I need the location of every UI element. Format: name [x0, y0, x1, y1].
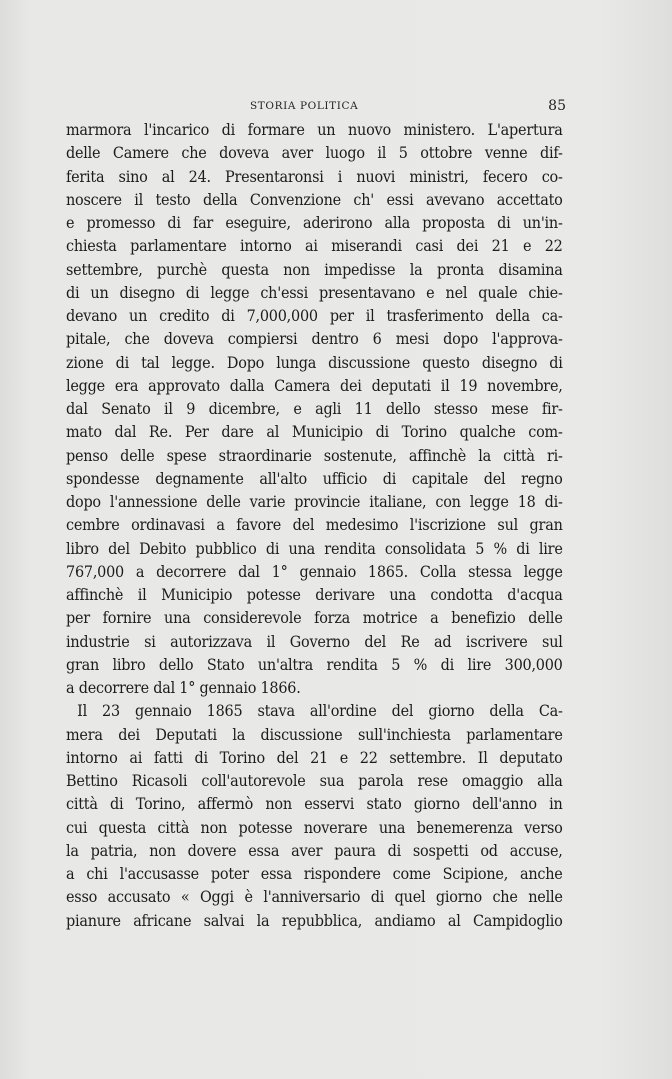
text-line: industrie si autorizzava il Governo del Re ad iscrivere sul — [66, 632, 563, 651]
text-line: penso delle spese straordinarie sostenute, affinchè la città ri- — [66, 446, 563, 465]
running-title: STORIA POLITICA — [250, 100, 359, 112]
text-line: zione di tal legge. Dopo lunga discussione questo disegno di — [66, 353, 563, 372]
text-line: delle Camere che doveva aver luogo il 5 ottobre venne dif- — [66, 144, 563, 163]
text-line: Bettino Ricasoli coll'autorevole sua parola rese omaggio alla — [66, 772, 563, 790]
text-line: la patria, non dovere essa aver paura di sospetti od accuse, — [66, 841, 563, 860]
text-line: pitale, che doveva compiersi dentro 6 mesi dopo l'approva- — [66, 330, 563, 349]
text-line: dopo l'annessione delle varie provincie italiane, con legge 18 di- — [66, 493, 563, 511]
text-line: pianure africane salvai la repubblica, andiamo al Campidoglio — [66, 911, 563, 930]
text-line: devano un credito di 7,000,000 per il trasferimento della ca- — [66, 307, 563, 325]
text-line: esso accusato « Oggi è l'anniversario di quel giorno che nelle — [66, 888, 563, 907]
text-line: a chi l'accusasse poter essa rispondere come Scipione, anche — [66, 865, 563, 883]
body-text — [66, 119, 563, 933]
text-line: Il 23 gennaio 1865 stava all'ordine del giorno della Ca- — [77, 702, 563, 721]
text-line: dal Senato il 9 dicembre, e agli 11 dello stesso mese fir- — [66, 400, 563, 418]
text-line: mera dei Deputati la discussione sull'inchiesta parlamentare — [66, 725, 563, 744]
text-line: città di Torino, affermò non esservi stato giorno dell'anno in — [66, 795, 563, 814]
page-number: 85 — [548, 98, 566, 114]
text-line: per fornire una considerevole forza motrice a benefizio delle — [66, 609, 563, 628]
text-line: spondesse degnamente all'alto ufficio di capitale del regno — [66, 469, 563, 488]
text-line: chiesta parlamentare intorno ai miserandi casi dei 21 e 22 — [66, 237, 563, 256]
text-line: cembre ordinavasi a favore del medesimo l'iscrizione sul gran — [66, 516, 563, 535]
text-line: settembre, purchè questa non impedisse la pronta disamina — [66, 260, 563, 279]
text-line: legge era approvato dalla Camera dei deputati il 19 novembre, — [66, 376, 563, 395]
text-line: gran libro dello Stato un'altra rendita 5 % di lire 300,000 — [66, 655, 563, 674]
page-header — [66, 100, 566, 116]
text-line: 767,000 a decorrere dal 1° gennaio 1865. Colla stessa legge — [66, 562, 563, 581]
text-line: mato dal Re. Per dare al Municipio di Torino qualche com- — [66, 423, 563, 442]
text-line: cui questa città non potesse noverare una benemerenza verso — [66, 818, 563, 837]
text-line: libro del Debito pubblico di una rendita consolidata 5 % di lire — [66, 539, 563, 558]
text-line: marmora l'incarico di formare un nuovo ministero. L'apertura — [66, 121, 563, 139]
text-line: noscere il testo della Convenzione ch' essi avevano accettato — [66, 190, 563, 209]
text-line: affinchè il Municipio potesse derivare una condotta d'acqua — [66, 586, 563, 604]
text-line: a decorrere dal 1° gennaio 1866. — [66, 679, 301, 697]
text-line: ferita sino al 24. Presentaronsi i nuovi ministri, fecero co- — [66, 167, 563, 186]
text-line: di un disegno di legge ch'essi presentavano e nel quale chie- — [66, 283, 563, 302]
text-line: intorno ai fatti di Torino del 21 e 22 settembre. Il deputato — [66, 748, 563, 767]
text-line: e promesso di far eseguire, aderirono alla proposta di un'in- — [66, 214, 563, 232]
